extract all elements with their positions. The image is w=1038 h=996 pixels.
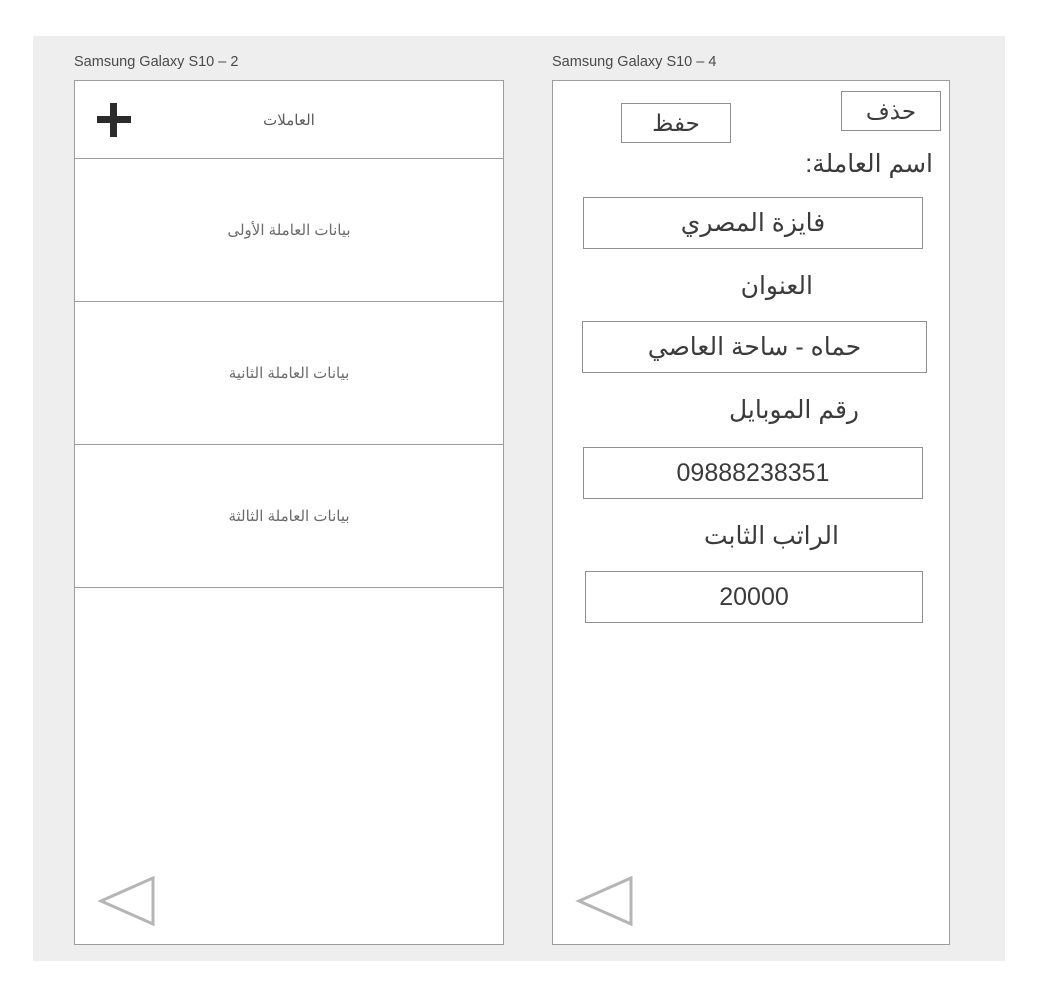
phone-frame-workers-list — [74, 54, 504, 944]
plus-icon[interactable] — [97, 103, 131, 137]
list-item-label: بيانات العاملة الأولى — [227, 222, 351, 239]
worker-name-label: اسم العاملة: — [805, 150, 933, 178]
address-input[interactable]: حماه - ساحة العاصي — [582, 321, 927, 373]
worker-form — [553, 81, 949, 944]
screen-workers-list — [74, 80, 504, 945]
fixed-salary-input[interactable]: 20000 — [585, 571, 923, 623]
screen-label-left: Samsung Galaxy S10 – 2 — [74, 54, 239, 70]
back-triangle-icon[interactable] — [575, 876, 637, 926]
save-button[interactable]: حفظ — [621, 103, 731, 143]
list-header-row — [75, 81, 503, 159]
worker-name-input[interactable]: فايزة المصري — [583, 197, 923, 249]
delete-button[interactable]: حذف — [841, 91, 941, 131]
list-item[interactable] — [75, 159, 503, 302]
address-label: العنوان — [740, 272, 813, 300]
mobile-number-label: رقم الموبايل — [728, 396, 859, 424]
phone-frame-worker-form — [552, 54, 950, 944]
screen-label-right: Samsung Galaxy S10 – 4 — [552, 54, 717, 70]
back-triangle-icon[interactable] — [97, 876, 159, 926]
mockup-sheet — [33, 36, 1005, 961]
list-empty-area — [75, 588, 503, 818]
list-item-label: بيانات العاملة الثانية — [228, 365, 350, 382]
list-item[interactable] — [75, 445, 503, 588]
screen-worker-form — [552, 80, 950, 945]
mobile-number-input[interactable]: 09888238351 — [583, 447, 923, 499]
list-header-title: العاملات — [263, 111, 315, 129]
list-item[interactable] — [75, 302, 503, 445]
list-item-label: بيانات العاملة الثالثة — [228, 508, 350, 525]
fixed-salary-label: الراتب الثابت — [704, 522, 839, 550]
